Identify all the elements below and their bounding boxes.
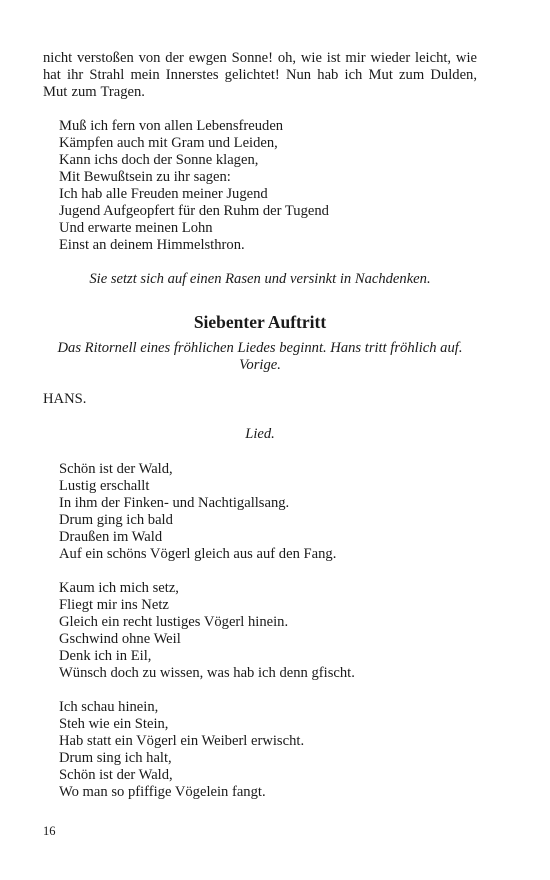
verse-line: Jugend Aufgeopfert für den Ruhm der Tugend [59, 203, 329, 219]
song-title: Lied. [245, 426, 275, 442]
verse-line: Und erwarte meinen Lohn [59, 220, 213, 236]
prose-line: nicht verstoßen von der ewgen Sonne! oh, wie ist mir wieder leicht, [43, 50, 452, 66]
verse-line: Kämpfen auch mit Gram und Leiden, [59, 135, 278, 151]
song-line: Wünsch doch zu wissen, was hab ich denn gfischt. [59, 665, 355, 681]
song-line: Ich schau hinein, [59, 699, 159, 715]
song-line: In ihm der Finken- und Nachtigallsang. [59, 495, 290, 511]
song-text [43, 461, 477, 801]
stage-direction-line: Das Ritornell eines fröhlichen Liedes beginnt. Hans tritt fröhlich auf. [57, 340, 463, 356]
song-line: Fliegt mir ins Netz [59, 597, 169, 613]
song-line: Schön ist der Wald, [59, 461, 173, 477]
verse-block [43, 118, 477, 254]
stage-direction-entrance [43, 340, 477, 374]
prose-line: Dulden, Mut zum Tragen. [43, 67, 477, 100]
song-line: Denk ich in Eil, [59, 648, 152, 664]
song-line: Drum ging ich bald [59, 512, 173, 528]
song-stanza [59, 699, 477, 801]
verse-line: Muß ich fern von allen Lebensfreuden [59, 118, 284, 134]
song-stanza [59, 461, 477, 563]
page-content [43, 50, 477, 801]
song-line: Steh wie ein Stein, [59, 716, 169, 732]
stage-direction: Sie setzt sich auf einen Rasen und versinkt in Nachdenken. [89, 271, 431, 287]
song-line: Draußen im Wald [59, 529, 163, 545]
song-stanza [59, 580, 477, 682]
page-number: 16 [43, 824, 56, 838]
song-line: Kaum ich mich setz, [59, 580, 179, 596]
prose-paragraph [43, 50, 477, 101]
stage-direction-line: Vorige. [239, 357, 281, 373]
song-line: Gleich ein recht lustiges Vögerl hinein. [59, 614, 289, 630]
verse-line: Einst an deinem Himmelsthron. [59, 237, 245, 253]
prose-line: wie hat ihr Strahl mein Innerstes gelichtet! Nun hab ich Mut zum [43, 50, 477, 83]
scene-heading: Siebenter Auftritt [193, 312, 327, 332]
verse-line: Kann ichs doch der Sonne klagen, [59, 152, 259, 168]
speaker-name: HANS. [43, 391, 87, 407]
verse-line: Mit Bewußtsein zu ihr sagen: [59, 169, 231, 185]
verse-line: Ich hab alle Freuden meiner Jugend [59, 186, 268, 202]
song-line: Auf ein schöns Vögerl gleich aus auf den Fang. [59, 546, 337, 562]
song-line: Lustig erschallt [59, 478, 150, 494]
song-line: Wo man so pfiffige Vögelein fangt. [59, 784, 266, 800]
song-line: Hab statt ein Vögerl ein Weiberl erwischt. [59, 733, 305, 749]
song-line: Schön ist der Wald, [59, 767, 173, 783]
song-line: Gschwind ohne Weil [59, 631, 181, 647]
song-line: Drum sing ich halt, [59, 750, 172, 766]
